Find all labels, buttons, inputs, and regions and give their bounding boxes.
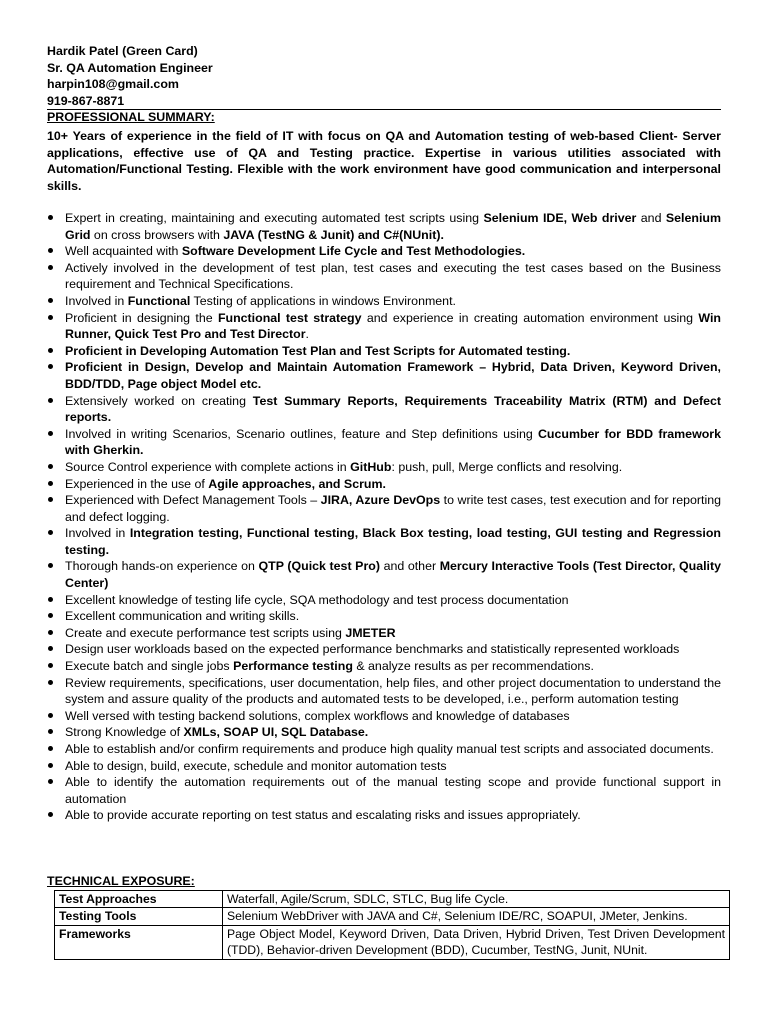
bullet-item: [47, 724, 721, 741]
bullet-text: Thorough hands-on experience on: [65, 559, 259, 574]
bullet-text: Mercury Interactive Tools (Test Director, Quality Center): [65, 559, 721, 591]
bullet-dot-icon: [48, 746, 53, 751]
bullet-text: on cross browsers with: [90, 227, 224, 242]
bullet-text: Well versed with testing backend solutions, complex workflows and knowledge of databases: [65, 708, 570, 723]
bullet-item: [47, 310, 721, 343]
bullet-text: and: [636, 211, 666, 225]
bullet-dot-icon: [48, 497, 53, 502]
bullet-item: [47, 459, 721, 476]
bullet-text: Source Control experience with complete actions in: [65, 459, 351, 474]
bullet-text: Cucumber for BDD framework with Gherkin.: [65, 426, 721, 458]
bullet-text: Able to establish and/or confirm requirements and produce high quality manual test scripts and associated documents.: [65, 742, 714, 756]
bullet-text: Proficient in Developing Automation Test Plan and Test Scripts for Automated testing.: [65, 343, 571, 358]
candidate-name: Hardik Patel (Green Card): [47, 44, 198, 58]
bullet-text: Proficient in Design, Develop and Maintain Automation Framework –: [65, 360, 492, 375]
bullet-text: Strong Knowledge of: [65, 725, 184, 740]
bullet-text: Agile approaches, and Scrum.: [208, 476, 386, 491]
bullet-text: Involved in: [65, 293, 128, 308]
bullet-item: [47, 260, 721, 293]
bullet-dot-icon: [48, 248, 53, 253]
bullet-text: Performance testing: [233, 659, 353, 674]
bullet-dot-icon: [48, 431, 53, 436]
bullet-text: BDD/TDD, Page object Model etc.: [65, 376, 262, 391]
bullet-dot-icon: [48, 779, 53, 784]
bullet-item: [47, 592, 721, 609]
bullet-text: Expert in creating, maintaining and executing automated test scripts using: [65, 211, 484, 225]
bullet-item: [47, 708, 721, 725]
bullet-text: Well acquainted with: [65, 244, 182, 259]
bullet-dot-icon: [48, 713, 53, 718]
technical-table: [54, 890, 730, 960]
bullet-dot-icon: [48, 481, 53, 486]
experience-bullets: [47, 210, 721, 824]
bullet-dot-icon: [48, 315, 53, 320]
bullet-text: JIRA, Azure DevOps: [320, 493, 441, 508]
bullet-text: Involved in: [65, 526, 130, 541]
row-value: Page Object Model, Keyword Driven, Data Driven, Hybrid Driven, Test Driven Development (TDD), Behavior-driven Development (BDD), Cucumber, TestNG, Junit, NUnit.: [223, 925, 730, 959]
bullet-dot-icon: [48, 265, 53, 270]
bullet-dot-icon: [48, 613, 53, 618]
bullet-text: Integration testing, Functional testing, Black Box testing, load testing, GUI testing and Regression testing.: [65, 526, 721, 557]
bullet-text: Review requirements, specifications, user documentation, help files, and other project documentation to understand the system and assure quality of the products and automated tests to be developed, i.e., perform automation testing: [65, 675, 721, 707]
bullet-item: [47, 675, 721, 708]
bullet-text: Experienced with Defect Management Tools –: [65, 493, 321, 508]
bullet-item: [47, 210, 721, 243]
bullet-text: : push, pull, Merge conflicts and resolving.: [391, 459, 623, 474]
bullet-item: [47, 476, 721, 493]
bullet-dot-icon: [48, 530, 53, 535]
bullet-item: [47, 758, 721, 775]
bullet-text: Design user workloads based on the expected performance benchmarks and statistically represented workloads: [65, 642, 680, 657]
bullet-item: [47, 658, 721, 675]
job-title: Sr. QA Automation Engineer: [47, 60, 213, 75]
bullet-item: [47, 625, 721, 642]
bullet-text: Create and execute performance test scripts using: [65, 625, 346, 640]
bullet-item: [47, 426, 721, 459]
bullet-item: [47, 293, 721, 310]
phone: 919-867-8871: [47, 93, 125, 108]
bullet-item: [47, 393, 721, 426]
bullet-item: [47, 359, 721, 392]
bullet-text: Functional test strategy: [217, 310, 362, 325]
bullet-dot-icon: [48, 630, 53, 635]
bullet-item: [47, 343, 721, 360]
bullet-text: Functional: [127, 293, 191, 308]
bullet-text: Software Development Life Cycle and Test Methodologies.: [181, 244, 526, 259]
bullet-text: Excellent communication and writing skills.: [65, 609, 300, 624]
bullet-text: JAVA (TestNG & Junit) and C#(NUnit).: [223, 227, 444, 242]
resume-header: [47, 43, 213, 109]
bullet-dot-icon: [48, 364, 53, 369]
bullet-text: Win Runner, Quick Test Pro and Test Director: [65, 310, 722, 342]
bullet-text: XMLs, SOAP UI, SQL Database.: [183, 725, 369, 740]
row-value: Waterfall, Agile/Scrum, SDLC, STLC, Bug life Cycle.: [223, 891, 730, 908]
bullet-item: [47, 774, 721, 807]
bullet-dot-icon: [48, 763, 53, 768]
table-row: [55, 908, 730, 925]
email: harpin108@gmail.com: [47, 77, 179, 92]
bullet-text: Involved in writing Scenarios, Scenario outlines, feature and Step definitions using: [65, 426, 538, 441]
bullet-item: [47, 492, 721, 525]
bullet-text: JMETER: [345, 625, 396, 640]
technical-heading: TECHNICAL EXPOSURE:: [47, 874, 195, 888]
bullet-item: [47, 741, 721, 758]
table-row: [55, 891, 730, 908]
bullet-dot-icon: [48, 646, 53, 651]
bullet-dot-icon: [48, 812, 53, 817]
bullet-dot-icon: [48, 663, 53, 668]
bullet-text: to write test cases, test execution and for reporting and defect logging.: [65, 493, 722, 524]
bullet-text: Able to design, build, execute, schedule and monitor automation tests: [65, 758, 447, 773]
row-value: Selenium WebDriver with JAVA and C#, Selenium IDE/RC, SOAPUI, JMeter, Jenkins.: [223, 908, 730, 925]
bullet-text: & analyze results as per recommendations.: [352, 659, 594, 674]
bullet-text: Excellent knowledge of testing life cycle, SQA methodology and test process documentation: [65, 592, 569, 607]
bullet-text: Able to provide accurate reporting on test status and escalating risks and issues appropriately.: [65, 808, 581, 823]
bullet-text: QTP (Quick test Pro): [258, 559, 380, 574]
bullet-dot-icon: [48, 563, 53, 568]
bullet-dot-icon: [48, 680, 53, 685]
bullet-dot-icon: [48, 348, 53, 353]
bullet-text: and experience in creating automation environment using: [361, 310, 699, 325]
bullet-text: GitHub: [350, 459, 392, 474]
row-label: Testing Tools: [55, 908, 223, 925]
bullet-text: Able to identify the automation requirements out of the manual testing scope and provide functional support in automation: [65, 775, 721, 806]
bullet-item: [47, 525, 721, 558]
summary-heading: PROFESSIONAL SUMMARY:: [47, 110, 215, 124]
bullet-text: Testing of applications in windows Environment.: [190, 293, 456, 308]
bullet-dot-icon: [48, 398, 53, 403]
bullet-text: Proficient in designing the: [65, 310, 218, 325]
bullet-item: [47, 608, 721, 625]
bullet-text: Selenium IDE, Web driver: [483, 211, 637, 225]
row-label: Frameworks: [55, 925, 223, 959]
bullet-dot-icon: [48, 298, 53, 303]
bullet-text: Extensively worked on creating: [65, 393, 253, 408]
bullet-item: [47, 243, 721, 260]
bullet-text: and other: [379, 559, 440, 574]
bullet-dot-icon: [48, 215, 53, 220]
bullet-text: Test Summary Reports, Requirements Traceability Matrix (RTM) and Defect reports.: [65, 393, 722, 425]
bullet-dot-icon: [48, 464, 53, 469]
bullet-dot-icon: [48, 597, 53, 602]
row-label: Test Approaches: [55, 891, 223, 908]
bullet-text: Selenium Grid: [65, 211, 721, 242]
bullet-item: [47, 558, 721, 591]
summary-text: 10+ Years of experience in the field of IT with focus on QA and Automation testing of web-based Client- Server applications, effective use of QA and Testing practice. Expertise in various utilities associated with Automation/Functional Testing. Flexible with the work environment have good communication and interpersonal skills.: [47, 129, 721, 193]
bullet-text: Hybrid, Data Driven, Keyword Driven,: [491, 360, 721, 375]
bullet-item: [47, 641, 721, 658]
bullet-item: [47, 807, 721, 824]
bullet-text: Actively involved in the development of test plan, test cases and executing the test cases based on the Business requirement and Technical Specifications.: [65, 260, 721, 292]
table-row: [55, 925, 730, 959]
bullet-text: Experienced in the use of: [65, 476, 209, 491]
bullet-dot-icon: [48, 729, 53, 734]
bullet-text: Execute batch and single jobs: [65, 659, 234, 674]
bullet-text: .: [305, 327, 309, 342]
